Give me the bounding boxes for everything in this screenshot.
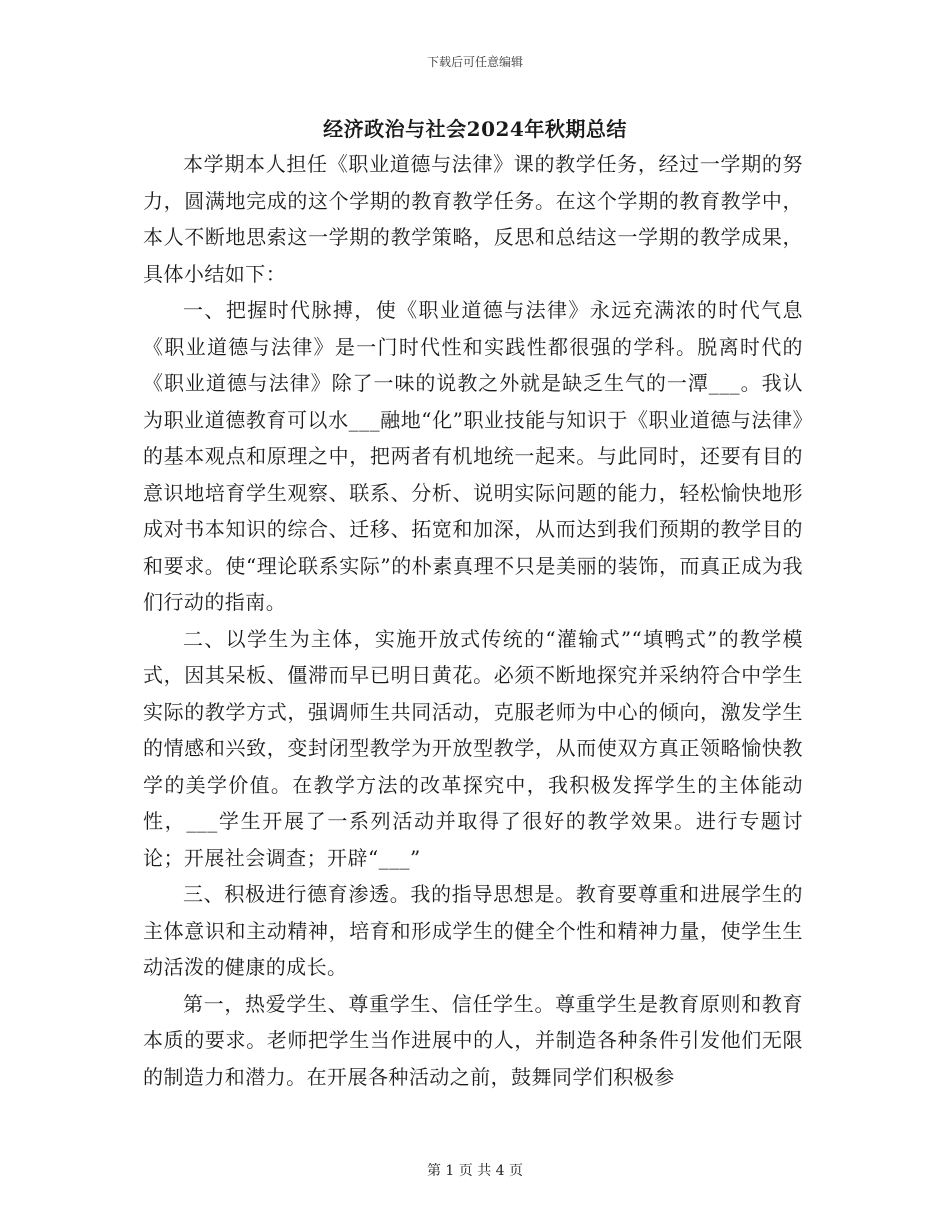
paragraph-section-1: 一、把握时代脉搏，使《职业道德与法律》永远充满浓的时代气息《职业道德与法律》是一门时代性和实践性都很强的学科。脱离时代的《职业道德与法律》除了一味的说教之外就是缺乏生气的一潭___。我认为职业道德教育可以水___融地“化”职业技能与知识于《职业道德与法律》的基本观点和原理之中，把两者有机地统一起来。与此同时，还要有目的意识地培育学生观察、联系、分析、说明实际问题的能力，轻松愉快地形成对书本知识的综合、迁移、拓宽和加深，从而达到我们预期的教学目的和要求。使“理论联系实际”的朴素真理不只是美丽的装饰，而真正成为我们行动的指南。 [143,298,803,614]
page-number-footer: 第 1 页 共 4 页 [426,1163,524,1179]
paragraph-section-2: 二、以学生为主体，实施开放式传统的“灌输式”“填鸭式”的教学模式，因其呆板、僵滞而早已明日黄花。必须不断地探究并采纳符合中学生实际的教学方式，强调师生共同活动，克服老师为中心的倾向，激发学生的情感和兴致，变封闭型教学为开放型教学，从而使双方真正领略愉快教学的美学价值。在教学方法的改革探究中，我积极发挥学生的主体能动性，___学生开展了一系列活动并取得了很好的教学效果。进行专题讨论；开展社会调查；开辟“___” [143,626,803,870]
paragraph-point-1: 第一，热爱学生、尊重学生、信任学生。尊重学生是教育原则和教育本质的要求。老师把学生当作进展中的人，并制造各种条件引发他们无限的制造力和潜力。在开展各种活动之前，鼓舞同学们积极参 [143,991,803,1089]
paragraph-section-3: 三、积极进行德育渗透。我的指导思想是。教育要尊重和进展学生的主体意识和主动精神，培育和形成学生的健全个性和精神力量，使学生生动活泼的健康的成长。 [143,882,803,979]
document-title: 经济政治与社会2024年秋期总结 [323,117,627,141]
header-note: 下载后可任意编辑 [426,55,523,69]
document-body [143,146,803,1095]
paragraph-intro: 本学期本人担任《职业道德与法律》课的教学任务，经过一学期的努力，圆满地完成的这个学期的教育教学任务。在这个学期的教育教学中，本人不断地思索这一学期的教学策略，反思和总结这一学期的教学成果，具体小结如下： [143,152,803,286]
